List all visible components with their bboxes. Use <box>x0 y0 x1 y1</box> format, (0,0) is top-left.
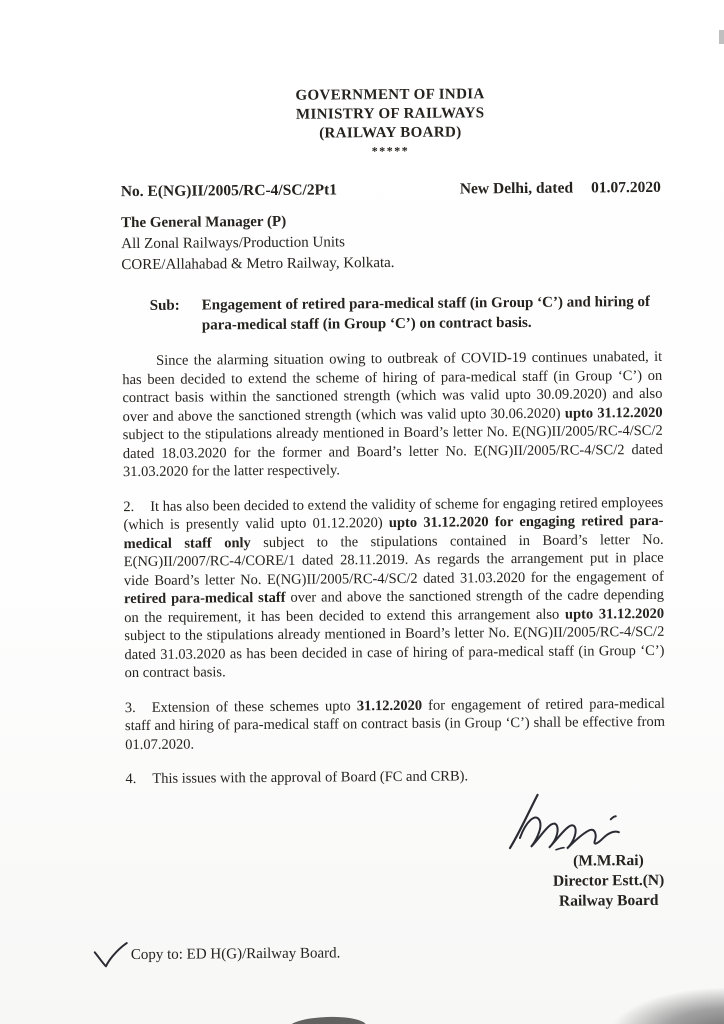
paragraph-4-number: 4. <box>125 771 137 788</box>
paragraph-3-number: 3. <box>124 699 136 716</box>
paragraph-2 <box>123 493 664 682</box>
reference-row <box>121 179 661 201</box>
signatory-organization: Railway Board <box>558 891 659 910</box>
addressee-line-3: CORE/Allahabad & Metro Railway, Kolkata. <box>121 254 395 274</box>
subject-label: Sub: <box>149 297 180 314</box>
letter-number: No. E(NG)II/2005/RC-4/SC/2Pt1 <box>120 181 338 201</box>
signature-scribble <box>504 789 632 852</box>
addressee-name: The General Manager (P) <box>121 213 287 232</box>
subject-block <box>150 292 662 336</box>
signatory-title: Director Estt.(N) <box>552 871 665 890</box>
letterhead-line-ministry: MINISTRY OF RAILWAYS <box>295 105 485 123</box>
paragraph-1: Since the alarming situation owing to outbreak of COVID-19 continues unabated, it has been decided to extend the scheme of hiring of para-medical staff (in Group ‘C’) on contract basis within the sanctioned strength (which was valid upto 30.09.2020) and also over and above the sanctioned strength (which was valid upto 30.06.2020) upto 31.12.2020 subject to the stipulations already mentioned in Board’s letter No. E(NG)II/2005/RC-4/SC/2 dated 18.03.2020 for the former and Board’s letter No. E(NG)II/2005/RC-4/SC/2 dated 31.03.2020 for the latter respectively. <box>122 348 663 481</box>
paragraph-2-text: It has also been decided to extend the validity of scheme for engaging retired employees (which is presently valid upto 01.12.2020) upto 31.12.2020 for engaging retired para-medical staff only subject to the stipulations contained in Board’s letter No. E(NG)II/2007/RC-4/CORE/1 dated 28.11.2019. As regards the arrangement put in place vide Board’s letter No. E(NG)II/2005/RC-4/SC/2 dated 31.03.2020 for the engagement of retired para-medical staff over and above the sanctioned strength of the cadre depending on the requirement, it has been decided to extend this arrangement also upto 31.12.2020 subject to the stipulations already mentioned in Board’s letter No. E(NG)II/2005/RC-4/SC/2 dated 31.03.2020 as has been decided in case of hiring of para-medical staff (in Group ‘C’) on contract basis. <box>123 494 665 682</box>
scan-artifact-bottom <box>288 1016 366 1024</box>
letterhead-line-board: (RAILWAY BOARD) <box>319 124 462 142</box>
letterhead <box>120 84 661 159</box>
addressee-block <box>121 209 661 276</box>
date-group <box>460 179 661 199</box>
signature-block <box>126 788 667 914</box>
place-dated-label: New Delhi, dated <box>459 179 574 198</box>
copy-line <box>93 936 667 964</box>
signatory-text <box>553 850 665 911</box>
scan-artifact-corner <box>612 988 724 1024</box>
letterhead-line-govt: GOVERNMENT OF INDIA <box>295 86 485 104</box>
paragraph-2-number: 2. <box>123 498 135 515</box>
paragraph-4 <box>125 766 665 789</box>
letter-content <box>120 84 667 964</box>
addressee-line-2: All Zonal Railways/Production Units <box>121 234 346 253</box>
letter-date: 01.07.2020 <box>590 178 661 197</box>
scan-artifact-edge <box>719 30 724 44</box>
paragraph-3 <box>125 694 665 754</box>
signatory-name: (M.M.Rai) <box>573 851 644 870</box>
checkmark-icon <box>93 941 129 967</box>
copy-text: Copy to: ED H(G)/Railway Board. <box>130 944 341 963</box>
paragraph-3-text: Extension of these schemes upto 31.12.2020 for engagement of retired para-medical staff and hiring of para-medical staff on contract basis (in Group ‘C’) shall be effective from 01.07.2020. <box>124 695 666 753</box>
subject-text: Engagement of retired para-medical staff (in Group ‘C’) and hiring of para-medical staff (in Group ‘C’) on contract basis. <box>201 293 651 334</box>
letterhead-separator: ***** <box>371 143 410 159</box>
paragraph-4-text: This issues with the approval of Board (FC and CRB). <box>152 768 469 787</box>
